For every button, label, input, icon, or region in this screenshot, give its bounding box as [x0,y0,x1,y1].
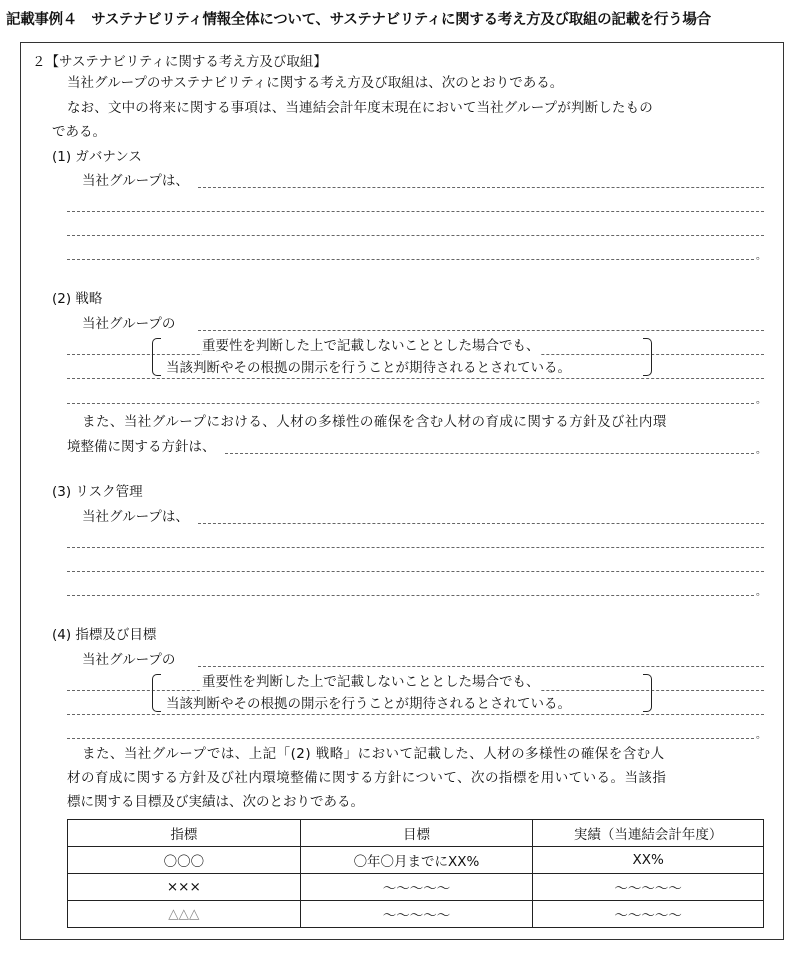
risk-lead: 当社グループは、 [82,509,189,525]
page-header: 記載事例４ サステナビリティ情報全体について、サステナビリティに関する考え方及び取組の記載を行う場合 [6,12,711,28]
write-line [225,453,754,454]
strategy-hr-1: また、当社グループにおける、人材の多様性の確保を含む人材の育成に関する方針及び社内環 [82,414,667,430]
metrics-para-1: また、当社グループでは、上記「(2) 戦略」において記載した、人材の多様性の確保を含む人 [82,746,665,762]
write-line [67,403,754,404]
note-bracket-right [643,338,652,376]
period-mark: 。 [756,445,766,456]
write-line [198,523,764,524]
period-mark: 。 [756,730,766,741]
period-mark: 。 [756,587,766,598]
metrics-heading: (4) 指標及び目標 [52,627,157,643]
table-row [68,901,764,928]
strategy-note-1: 重要性を判断した上で記載しないこととした場合でも、 [202,338,540,354]
table-cell: ～～～～～ [533,901,764,928]
table-cell: ～～～～～ [533,874,764,901]
risk-heading: (3) リスク管理 [52,484,143,500]
write-line [67,211,764,212]
table-row [68,874,764,901]
period-mark: 。 [756,395,766,406]
write-line [67,547,764,548]
note-bracket-right [643,674,652,712]
table-cell: △△△ [68,901,301,928]
governance-heading: (1) ガバナンス [52,149,142,165]
write-line [67,738,754,739]
metrics-note-2: 当該判断やその根拠の開示を行うことが期待されるとされている。 [166,696,571,712]
section-title: ２【サステナビリティに関する考え方及び取組】 [32,54,327,70]
write-line [67,714,764,715]
metrics-para-2: 材の育成に関する方針及び社内環境整備に関する方針について、次の指標を用いている。当該指 [67,770,667,786]
strategy-note-2: 当該判断やその根拠の開示を行うことが期待されるとされている。 [166,360,571,376]
write-line [198,666,764,667]
strategy-hr-2: 境整備に関する方針は、 [67,439,216,455]
metrics-table [67,819,764,928]
write-line [198,187,764,188]
table-cell: 〇〇〇 [68,847,301,874]
intro-line-2: なお、文中の将来に関する事項は、当連結会計年度末現在において当社グループが判断したもの [67,100,653,116]
table-row [68,847,764,874]
write-line [67,595,754,596]
table-header-cell: 実績（当連結会計年度） [533,820,764,847]
table-cell: ～～～～～ [300,874,533,901]
table-cell: 〇年〇月までにXX% [300,847,533,874]
table-cell: XX% [533,847,764,874]
strategy-heading: (2) 戦略 [52,291,103,307]
write-line [67,571,764,572]
intro-line-3: である。 [52,124,106,140]
note-bracket-left [152,674,161,712]
table-header-row [68,820,764,847]
write-line [198,330,764,331]
table-cell: ～～～～～ [300,901,533,928]
write-line [67,378,764,379]
write-line [67,259,754,260]
table-header-cell: 目標 [300,820,533,847]
metrics-note-1: 重要性を判断した上で記載しないこととした場合でも、 [202,674,540,690]
metrics-lead: 当社グループの [82,652,176,668]
note-bracket-left [152,338,161,376]
strategy-lead: 当社グループの [82,316,176,332]
table-header-cell: 指標 [68,820,301,847]
intro-line-1: 当社グループのサステナビリティに関する考え方及び取組は、次のとおりである。 [67,75,564,91]
governance-lead: 当社グループは、 [82,173,189,189]
period-mark: 。 [756,251,766,262]
write-line [67,235,764,236]
table-cell: ××× [68,874,301,901]
metrics-para-3: 標に関する目標及び実績は、次のとおりである。 [67,794,364,810]
